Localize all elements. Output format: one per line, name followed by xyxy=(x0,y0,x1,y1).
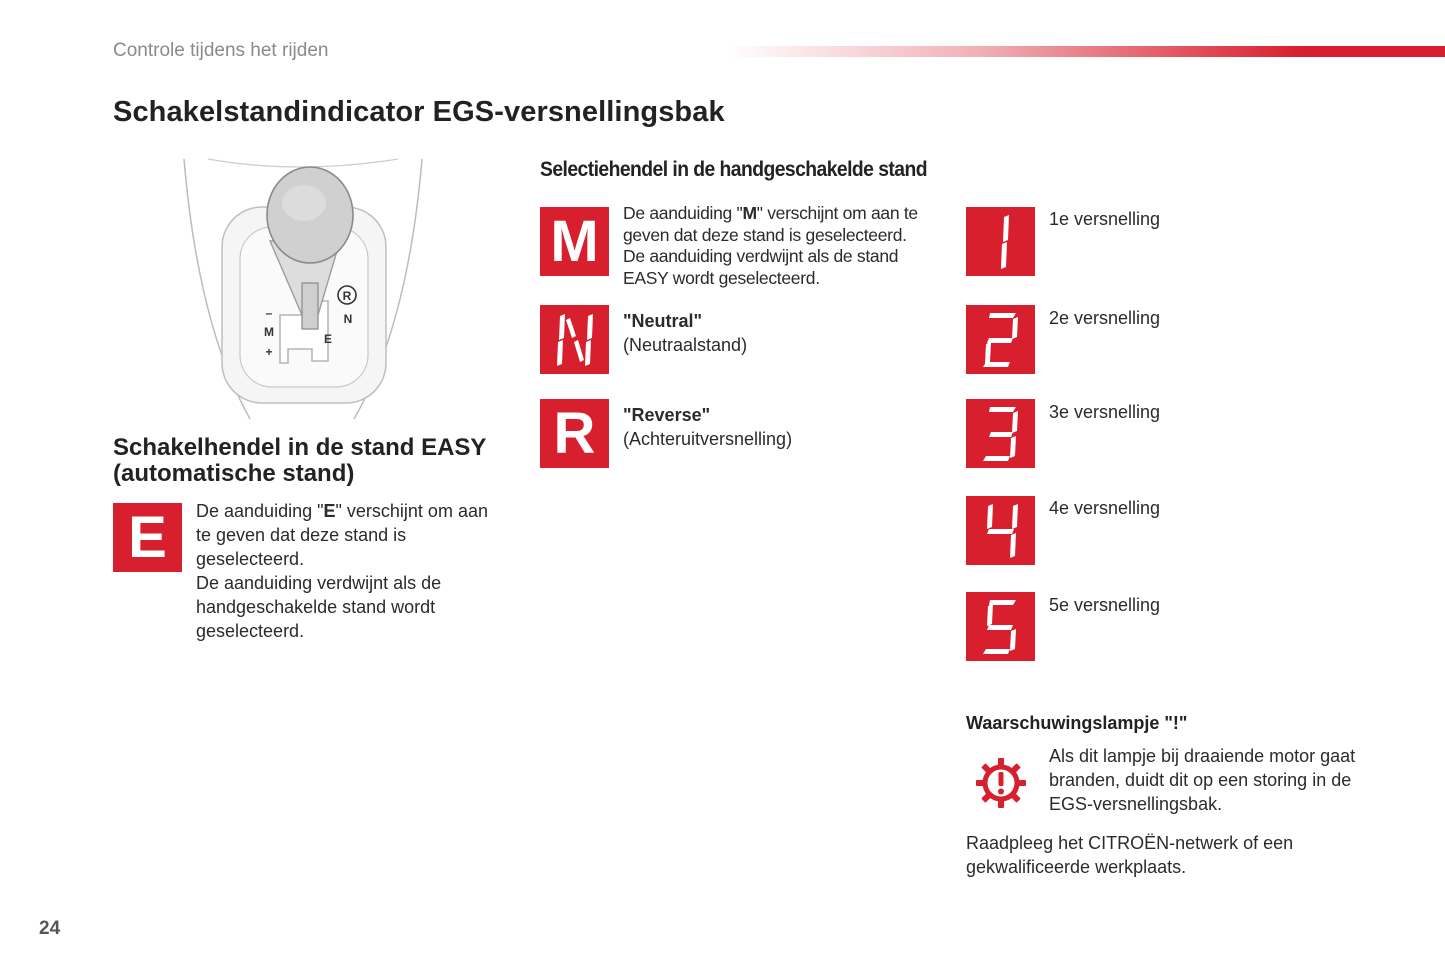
page-number: 24 xyxy=(39,918,61,939)
m-post: " verschijnt om aan te geven dat deze stand is geselecteerd. xyxy=(623,203,918,245)
gear-4-badge xyxy=(966,496,1035,565)
easy-line2: De aanduiding verdwijnt als de handgeschakelde stand wordt geselecteerd. xyxy=(196,573,442,641)
manual-section-title: Selectiehendel in de handgeschakelde stand xyxy=(540,158,927,181)
header-accent-bar xyxy=(725,46,1445,57)
gear-5-label: 5e versnelling xyxy=(1049,595,1161,615)
warning-text: Als dit lampje bij draaiende motor gaat branden, duidt dit op een storing in de EGS-versnellingsbak. xyxy=(1049,746,1356,814)
illustration-label-minus: – xyxy=(265,306,273,320)
easy-line1-pre: De aanduiding " xyxy=(196,501,324,521)
n-description xyxy=(623,309,747,357)
badge-n xyxy=(540,305,609,374)
badge-r xyxy=(540,399,609,468)
page-title: Schakelstandindicator EGS-versnellingsbak xyxy=(113,96,725,128)
segment-2-icon xyxy=(978,312,1024,368)
m-bold: M xyxy=(742,203,757,223)
r-label: "Reverse" xyxy=(623,405,711,425)
illustration-label-n: N xyxy=(343,312,353,326)
gear-2-badge xyxy=(966,305,1035,374)
segment-5-icon xyxy=(978,599,1024,655)
illustration-label-r: R xyxy=(342,289,352,303)
warning-advice: Raadpleeg het CITROËN-netwerk of een gekwalificeerde werkplaats. xyxy=(966,833,1294,877)
badge-m-letter: M xyxy=(550,208,599,274)
m-pre: De aanduiding " xyxy=(623,203,743,223)
gear-1-label: 1e versnelling xyxy=(1049,209,1161,229)
gear-3-badge xyxy=(966,399,1035,468)
running-header: Controle tijdens het rijden xyxy=(113,40,329,61)
easy-line1-post: " verschijnt om aan te geven dat deze stand is geselecteerd. xyxy=(196,501,488,569)
badge-r-letter: R xyxy=(553,400,596,466)
gear-3-label: 3e versnelling xyxy=(1049,402,1161,422)
illustration-label-e: E xyxy=(323,332,333,346)
gear-1-badge xyxy=(966,207,1035,276)
segment-4-icon xyxy=(978,503,1024,559)
r-desc: (Achteruitversnelling) xyxy=(623,429,793,449)
easy-section-title: Schakelhendel in de stand EASY (automatische stand) xyxy=(113,434,487,487)
m-description xyxy=(623,203,941,289)
badge-e xyxy=(113,503,182,572)
badge-m xyxy=(540,207,609,276)
segment-3-icon xyxy=(978,406,1024,462)
m-line2: De aanduiding verdwijnt als de stand EASY wordt geselecteerd. xyxy=(623,246,899,288)
illustration-label-plus: + xyxy=(265,345,273,359)
gear-5-badge xyxy=(966,592,1035,661)
badge-e-letter: E xyxy=(128,504,167,570)
n-desc: (Neutraalstand) xyxy=(623,335,748,355)
warning-title: Waarschuwingslampje "!" xyxy=(966,713,1188,733)
r-description xyxy=(623,403,792,451)
gear-warning-icon xyxy=(975,757,1027,809)
segment-n-icon xyxy=(552,312,598,368)
gear-4-label: 4e versnelling xyxy=(1049,498,1161,518)
easy-line1-bold: E xyxy=(323,501,336,521)
segment-1-icon xyxy=(978,214,1024,270)
illustration-label-m: M xyxy=(264,325,274,339)
gear-selector-illustration-icon xyxy=(178,155,428,425)
easy-description xyxy=(196,499,496,643)
gear-2-label: 2e versnelling xyxy=(1049,308,1161,328)
n-label: "Neutral" xyxy=(623,311,703,331)
